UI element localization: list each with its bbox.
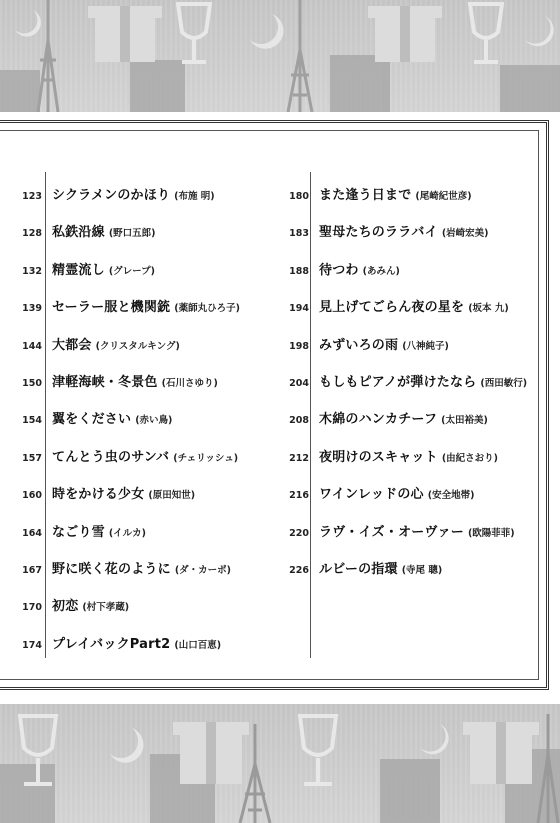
- toc-entry: [285, 371, 535, 408]
- artist-name: (山口百恵): [174, 639, 222, 651]
- decorative-pattern-band-top: [0, 0, 560, 112]
- song-title: 聖母たちのララバイ: [319, 225, 438, 241]
- artist-name: (由紀さおり): [441, 452, 498, 464]
- artist-name: (尾崎紀世彦): [415, 191, 472, 202]
- song-title: 津軽海峡・冬景色: [52, 374, 158, 390]
- decorative-pattern-top: [0, 0, 560, 112]
- toc-entry: [18, 633, 268, 670]
- song-title: なごり雪: [52, 524, 105, 540]
- song-title: もしもピアノが弾けたなら: [319, 374, 477, 390]
- artist-name: (赤い鳥): [135, 415, 173, 427]
- gift-box-icon: [88, 6, 162, 62]
- artist-name: (石川さゆり): [161, 377, 218, 389]
- crescent-moon-icon: [110, 728, 143, 763]
- wine-glass-icon: [178, 4, 210, 62]
- artist-name: (クリスタルキング): [95, 340, 180, 352]
- page-number: 194: [289, 303, 309, 315]
- song-title: 木綿のハンカチーフ: [319, 412, 438, 428]
- crescent-moon-icon: [525, 16, 554, 46]
- page-number: 204: [289, 377, 309, 389]
- decorative-pattern-bottom: [0, 704, 560, 823]
- artist-name: (原田知世): [148, 490, 196, 502]
- gift-box-icon: [463, 722, 539, 784]
- artist-name: (寺尾 聰): [401, 564, 443, 576]
- page-number: 160: [22, 490, 42, 502]
- page-number: 139: [22, 303, 42, 315]
- toc-entry: [18, 595, 268, 632]
- page-number: 154: [22, 415, 42, 427]
- song-title: 初恋: [52, 599, 79, 615]
- page-number: 132: [22, 265, 42, 277]
- city-building-icon: [0, 70, 40, 112]
- page-number: 170: [22, 602, 42, 614]
- toc-entry: [285, 296, 535, 333]
- artist-name: (坂本 九): [468, 303, 509, 315]
- artist-name: (グレープ): [108, 265, 156, 277]
- artist-name: (薬師丸ひろ子): [174, 303, 240, 315]
- crescent-moon-icon: [15, 10, 41, 37]
- song-title: 野に咲く花のように: [52, 561, 171, 577]
- artist-name: (チェリッシュ): [173, 452, 239, 464]
- song-title: てんとう虫のサンバ: [52, 449, 170, 465]
- toc-entry: [285, 558, 535, 595]
- song-title: 時をかける少女: [52, 487, 145, 503]
- song-title: セーラー服と機関銃: [52, 300, 171, 316]
- artist-name: (欧陽菲菲): [467, 527, 515, 539]
- toc-entry: [18, 334, 268, 371]
- song-title: 大都会: [52, 337, 92, 353]
- page-number: 180: [289, 191, 309, 202]
- toc-entry: [18, 521, 268, 558]
- song-title: 待つわ: [319, 262, 359, 278]
- page-number: 212: [289, 452, 309, 464]
- crescent-moon-icon: [420, 724, 449, 754]
- city-building-icon: [330, 55, 390, 112]
- toc-entry: [285, 184, 535, 221]
- toc-entry: [285, 408, 535, 445]
- wine-glass-icon: [470, 4, 502, 62]
- page-number: 164: [22, 527, 42, 539]
- crescent-moon-icon: [250, 14, 283, 49]
- toc-entry: [18, 558, 268, 595]
- page-number: 123: [22, 191, 42, 202]
- page-number: 198: [289, 340, 309, 352]
- toc-entry: [18, 259, 268, 296]
- page-number: 208: [289, 415, 309, 427]
- toc-column-left: [18, 184, 268, 670]
- page-number: 183: [289, 228, 309, 240]
- song-title: 私鉄沿線: [52, 225, 105, 241]
- toc-entry: [18, 408, 268, 445]
- wine-glass-icon: [300, 716, 336, 784]
- tokyo-tower-icon: [288, 0, 312, 112]
- artist-name: (イルカ): [108, 527, 146, 539]
- artist-name: (野口五郎): [108, 228, 156, 240]
- tokyo-tower-icon: [38, 0, 58, 112]
- song-title: ワインレッドの心: [319, 487, 424, 503]
- toc-entry: [18, 371, 268, 408]
- city-building-icon: [130, 60, 185, 112]
- page-number: 128: [22, 228, 42, 240]
- toc-entry: [285, 483, 535, 520]
- gift-box-icon: [173, 722, 249, 784]
- song-title: みずいろの雨: [319, 337, 399, 353]
- song-title: 夜明けのスキャット: [319, 449, 438, 465]
- song-title: ルビーの指環: [319, 561, 398, 577]
- page-number: 174: [22, 639, 42, 651]
- tokyo-tower-icon: [240, 724, 270, 823]
- city-building-icon: [380, 759, 440, 823]
- toc-entry: [18, 184, 268, 221]
- city-building-icon: [0, 764, 55, 823]
- toc-entry: [18, 296, 268, 333]
- song-title: 翼をください: [52, 412, 132, 428]
- artist-name: (あみん): [362, 265, 400, 277]
- gift-box-icon: [368, 6, 442, 62]
- page-number: 216: [289, 490, 309, 502]
- song-title: プレイバックPart2: [52, 636, 171, 652]
- page-number: 150: [22, 377, 42, 389]
- artist-name: (ダ・カーポ): [174, 564, 231, 576]
- decorative-pattern-band-bottom: [0, 704, 560, 823]
- song-title: 精霊流し: [52, 262, 105, 278]
- artist-name: (八神純子): [402, 340, 449, 352]
- page-number: 220: [289, 527, 309, 539]
- toc-entry: [285, 334, 535, 371]
- page-number: 226: [289, 564, 309, 576]
- song-title: また逢う日まで: [319, 188, 412, 203]
- artist-name: (太田裕美): [441, 415, 488, 427]
- page-number: 167: [22, 564, 42, 576]
- artist-name: (村下孝蔵): [82, 602, 130, 614]
- artist-name: (布施 明): [174, 191, 215, 202]
- city-building-icon: [500, 65, 560, 112]
- page-number: 157: [22, 452, 42, 464]
- toc-entry: [285, 446, 535, 483]
- song-title: ラヴ・イズ・オーヴァー: [319, 524, 464, 540]
- toc-entry: [18, 446, 268, 483]
- artist-name: (岩崎宏美): [441, 228, 489, 240]
- toc-entry: [18, 221, 268, 258]
- toc-column-right: [285, 184, 535, 595]
- artist-name: (安全地帯): [427, 490, 475, 502]
- page-number: 188: [289, 265, 309, 277]
- song-title: シクラメンのかほり: [52, 188, 171, 203]
- toc-entry: [18, 483, 268, 520]
- toc-entry: [285, 221, 535, 258]
- artist-name: (西田敏行): [480, 377, 528, 389]
- toc-entry: [285, 521, 535, 558]
- page-number: 144: [22, 340, 42, 352]
- toc-entry: [285, 259, 535, 296]
- song-title: 見上げてごらん夜の星を: [319, 300, 465, 316]
